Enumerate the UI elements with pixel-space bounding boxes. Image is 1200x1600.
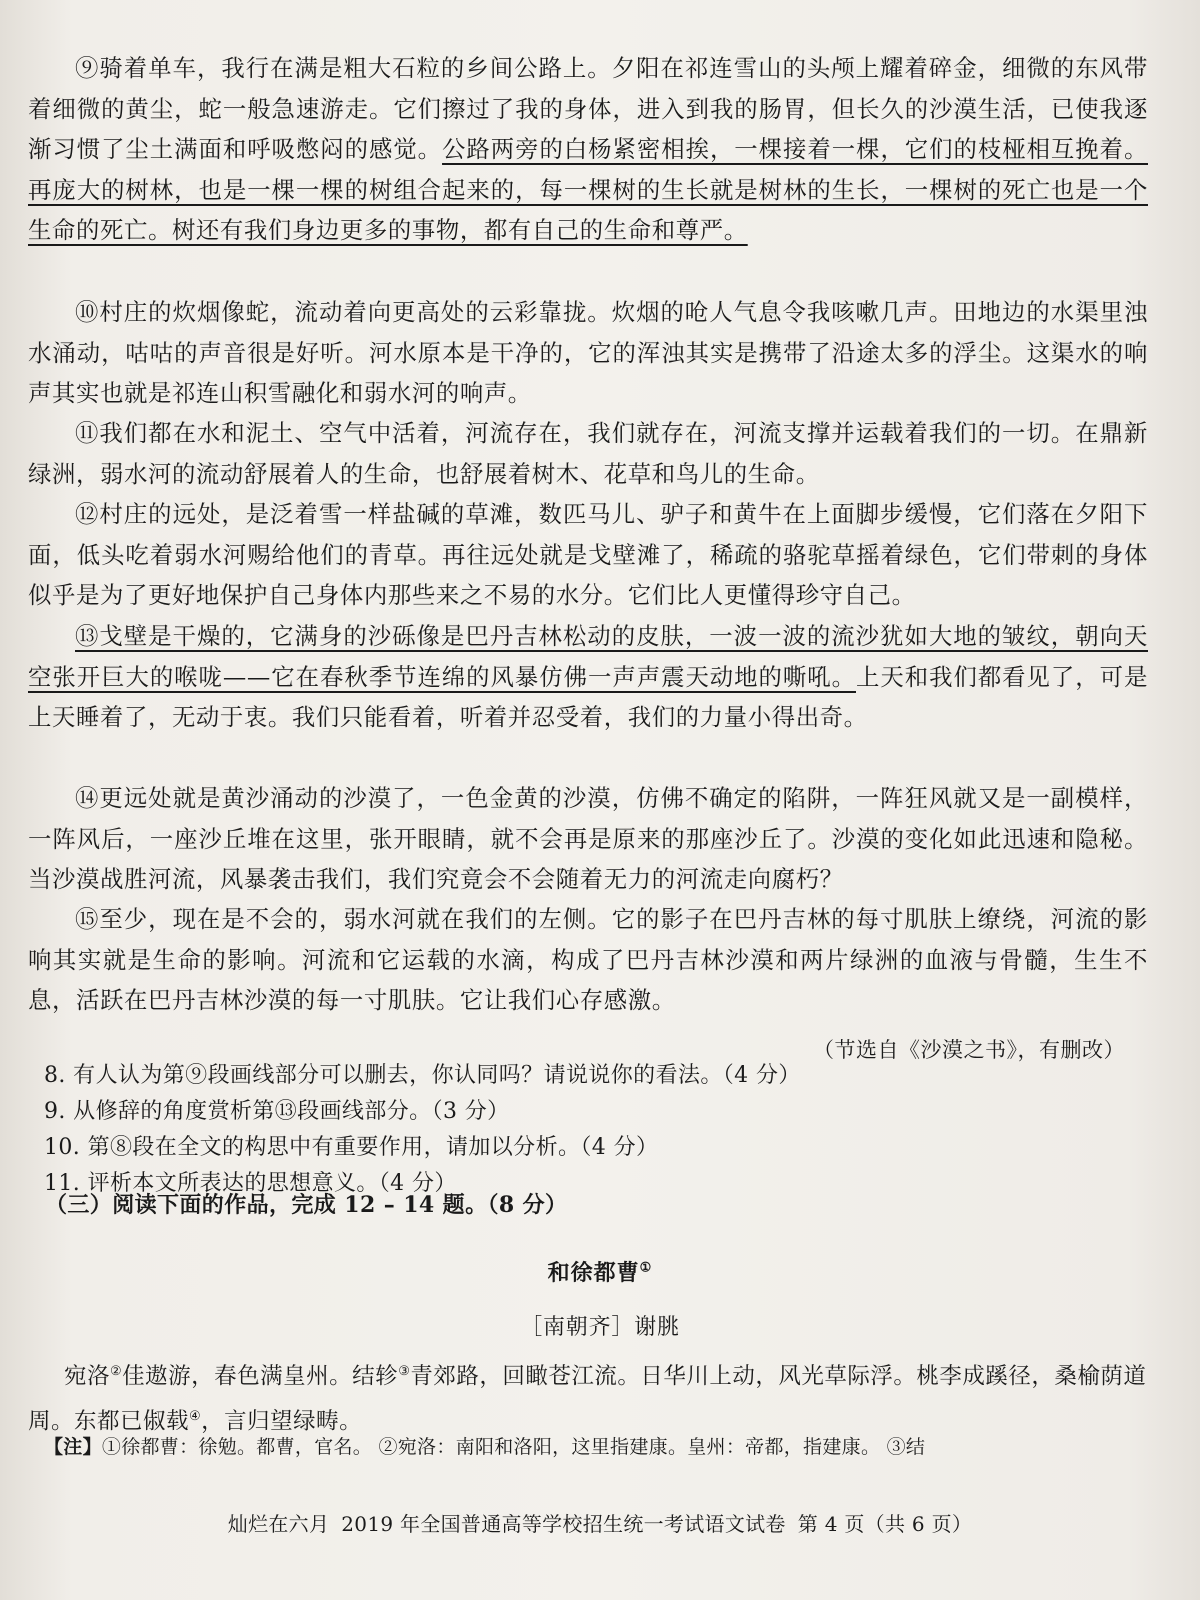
passage-source: （节选自《沙漠之书》，有删改） <box>813 1038 1125 1062</box>
poem-text <box>28 1352 1148 1441</box>
paragraph-12: ⑫村庄的远处，是泛着雪一样盐碱的草滩，数匹马儿、驴子和黄牛在上面脚步缓慢，它们落在夕阳下面，低头吃着弱水河赐给他们的青草。再往远处就是戈壁滩了，稀疏的骆驼草摇着绿色，它们带刺的身体似乎是为了更好地保护自己身体内那些来之不易的水分。它们比人更懂得珍守自己。 <box>28 500 1148 609</box>
footer-exam-title: 2019 年全国普通高等学校招生统一考试语文试卷 <box>341 1512 786 1536</box>
poem-note-mark-4: ④ <box>189 1408 202 1424</box>
page-footer <box>0 1508 1200 1537</box>
poem-part-2: 佳遨游，春色满皇州。结轸 <box>122 1363 399 1390</box>
paragraph-11: ⑪我们都在水和泥土、空气中活着，河流存在，我们就存在，河流支撑并运载着我们的一切。在鼎新绿洲，弱水河的流动舒展着人的生命，也舒展着树木、花草和鸟儿的生命。 <box>28 419 1148 488</box>
question-11: 11. 评析本文所表达的思想意义。（4 分） <box>44 1171 457 1196</box>
paragraph-13-text: 上天和我们都看见了，可是上天睡着了，无动于衷。我们只能看着，听着并忍受着，我们的力量小得出奇。 <box>28 662 1148 731</box>
question-9: 9. 从修辞的角度赏析第⑬段画线部分。（3 分） <box>44 1099 510 1124</box>
poem-note-mark-3: ③ <box>398 1364 411 1379</box>
paragraph-13 <box>28 616 1148 738</box>
poem-title-text: 和徐都曹 <box>547 1260 640 1286</box>
notes-text: ①徐都曹：徐勉。都曹，官名。 ②宛洛：南阳和洛阳，这里指建康。皇州：帝都，指建康。 ③结 <box>101 1436 926 1458</box>
paragraph-14: ⑭更远处就是黄沙涌动的沙漠了，一色金黄的沙漠，仿佛不确定的陷阱，一阵狂风就又是一副模样，一阵风后，一座沙丘堆在这里，张开眼睛，就不会再是原来的那座沙丘了。沙漠的变化如此迅速和隐秘。当沙漠战胜河流，风暴袭击我们，我们究竟会不会随着无力的河流走向腐朽？ <box>28 784 1148 893</box>
footer-brand: 灿烂在六月 <box>227 1512 330 1536</box>
poem-part-4: ，言归望绿畴。 <box>201 1408 363 1434</box>
poem-author: ［南朝齐］谢朓 <box>520 1315 680 1340</box>
poem-notes <box>44 1432 925 1459</box>
paragraph-13-underlined: ⑬戈壁是干燥的，它满身的沙砾像是巴丹吉林松动的皮肤，一波一波的流沙犹如大地的皱纹，朝向天空张开巨大的喉咙——它在春秋季节连绵的风暴仿佛一声声震天动地的嘶吼。 <box>28 622 1148 691</box>
footer-page-number: 第 4 页（共 6 页） <box>797 1512 973 1536</box>
poem-note-mark-2: ② <box>110 1364 123 1379</box>
section-3-heading: （三）阅读下面的作品，完成 12 – 14 题。（8 分） <box>45 1192 568 1218</box>
poem-title-note-mark: ① <box>639 1260 653 1276</box>
paragraph-10: ⑩村庄的炊烟像蛇，流动着向更高处的云彩靠拢。炊烟的呛人气息令我咳嗽几声。田地边的水渠里浊水涌动，咕咕的声音很是好听。河水原本是干净的，它的浑浊其实是携带了沿途太多的浮尘。这渠水的响声其实也就是祁连山积雪融化和弱水河的响声。 <box>28 298 1148 407</box>
paragraph-9-underlined: 公路两旁的白杨紧密相挨，一棵接着一棵，它们的枝桠相互挽着。再庞大的树林，也是一棵一棵的树组合起来的，每一棵树的生长就是树林的生长，一棵树的死亡也是一个生命的死亡。树还有我们身边更多的事物，都有自己的生命和尊严。 <box>28 135 1148 244</box>
poem-title <box>0 1256 1200 1287</box>
paragraph-15: ⑮至少，现在是不会的，弱水河就在我们的左侧。它的影子在巴丹吉林的每寸肌肤上缭绕，河流的影响其实就是生命的影响。河流和它运载的水滴，构成了巴丹吉林沙漠和两片绿洲的血液与骨髓，生生不息，活跃在巴丹吉林沙漠的每一寸肌肤。它让我们心存感激。 <box>28 905 1148 1014</box>
question-10: 10. 第⑧段在全文的构思中有重要作用，请加以分析。（4 分） <box>44 1135 659 1160</box>
paragraph-9-text: ⑨骑着单车，我行在满是粗大石粒的乡间公路上。夕阳在祁连雪山的头颅上耀着碎金，细微的东风带着细微的黄尘，蛇一般急速游走。它们擦过了我的身体，进入到我的肠胃，但长久的沙漠生活，已使我逐渐习惯了尘土满面和呼吸憋闷的感觉。 <box>28 54 1148 163</box>
paragraph-9 <box>28 48 1148 251</box>
poem-part-1: 宛洛 <box>64 1363 111 1390</box>
notes-label: 【注】 <box>44 1436 102 1458</box>
question-8: 8. 有人认为第⑨段画线部分可以删去，你认同吗？请说说你的看法。（4 分） <box>44 1063 801 1088</box>
poem-part-3: 青郊路，回瞰苍江流。日华川上动，风光草际浮。桃李成蹊径，桑榆荫道周。东都已俶载 <box>28 1363 1147 1434</box>
